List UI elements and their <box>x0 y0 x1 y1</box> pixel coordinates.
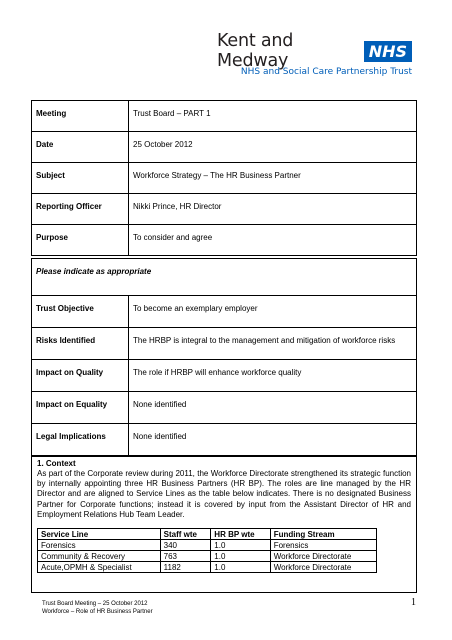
indicate-row-legal <box>32 424 417 456</box>
cover-label: Date <box>32 132 129 163</box>
table-cell: 1182 <box>160 562 211 573</box>
table-cell: 763 <box>160 551 211 562</box>
indicate-value: The role if HRBP will enhance workforce quality <box>129 360 417 392</box>
cover-row-reporting-officer <box>32 194 417 225</box>
indicate-label: Impact on Equality <box>32 392 129 424</box>
indicate-value: The HRBP is integral to the management and mitigation of workforce risks <box>129 328 417 360</box>
indicate-value: None identified <box>129 424 417 456</box>
column-header: Funding Stream <box>270 529 376 540</box>
table-cell: Workforce Directorate <box>270 562 376 573</box>
cover-label: Subject <box>32 163 129 194</box>
indicate-row-trust-objective <box>32 296 417 328</box>
table-cell: 1.0 <box>211 551 270 562</box>
cover-label: Meeting <box>32 101 129 132</box>
indicate-heading-row <box>32 259 417 296</box>
cover-value: Workforce Strategy – The HR Business Partner <box>129 163 417 194</box>
page-number: 1 <box>411 597 416 608</box>
cover-value: Trust Board – PART 1 <box>129 101 417 132</box>
indicate-table <box>31 258 417 456</box>
logo-subtitle: NHS and Social Care Partnership Trust <box>240 67 412 77</box>
cover-row-date <box>32 132 417 163</box>
indicate-value: To become an exemplary employer <box>129 296 417 328</box>
table-cell: 340 <box>160 540 211 551</box>
table-cell: Acute,OPMH & Specialist <box>38 562 161 573</box>
footer-line-meeting: Trust Board Meeting – 25 October 2012 <box>42 601 148 607</box>
table-cell: Community & Recovery <box>38 551 161 562</box>
table-cell: Forensics <box>38 540 161 551</box>
page-footer <box>42 600 153 616</box>
cover-label: Purpose <box>32 225 129 256</box>
table-row <box>38 540 377 551</box>
footer-line-topic: Workforce – Role of HR Business Partner <box>42 609 153 615</box>
indicate-row-equality <box>32 392 417 424</box>
indicate-row-quality <box>32 360 417 392</box>
table-cell: Workforce Directorate <box>270 551 376 562</box>
service-line-header-row <box>38 529 377 540</box>
cover-table <box>31 100 417 256</box>
column-header: Staff wte <box>160 529 211 540</box>
cover-row-meeting <box>32 101 417 132</box>
cover-label: Reporting Officer <box>32 194 129 225</box>
indicate-label: Risks Identified <box>32 328 129 360</box>
cover-row-purpose <box>32 225 417 256</box>
table-cell: 1.0 <box>211 562 270 573</box>
context-section <box>31 456 417 593</box>
cover-value: 25 October 2012 <box>129 132 417 163</box>
table-cell: 1.0 <box>211 540 270 551</box>
trust-logo <box>217 31 412 86</box>
column-header: Service Line <box>38 529 161 540</box>
indicate-row-risks <box>32 328 417 360</box>
indicate-label: Legal Implications <box>32 424 129 456</box>
table-cell: Forensics <box>270 540 376 551</box>
context-heading: 1. Context <box>37 459 76 468</box>
logo-trust-name: Kent and Medway <box>217 31 294 71</box>
indicate-heading: Please indicate as appropriate <box>32 259 417 296</box>
context-paragraph: As part of the Corporate review during 2011, the Workforce Directorate strengthened its strategic function by internally appointing three HR Business Partners (HR BP). The roles are line managed by the HR Director and are aligned to Service Lines as the table below indicates. There is no designated Business Partner for Corporate functions; instead it is covered by input from the Assistant Director of HR and Employment Relations Hub Team Leader. <box>37 469 411 519</box>
table-row <box>38 551 377 562</box>
service-line-table <box>37 528 377 573</box>
nhs-badge-icon: NHS <box>364 41 412 62</box>
indicate-label: Impact on Quality <box>32 360 129 392</box>
indicate-label: Trust Objective <box>32 296 129 328</box>
table-row <box>38 562 377 573</box>
logo-top-line <box>217 31 412 71</box>
cover-value: To consider and agree <box>129 225 417 256</box>
column-header: HR BP wte <box>211 529 270 540</box>
cover-row-subject <box>32 163 417 194</box>
cover-value: Nikki Prince, HR Director <box>129 194 417 225</box>
indicate-value: None identified <box>129 392 417 424</box>
